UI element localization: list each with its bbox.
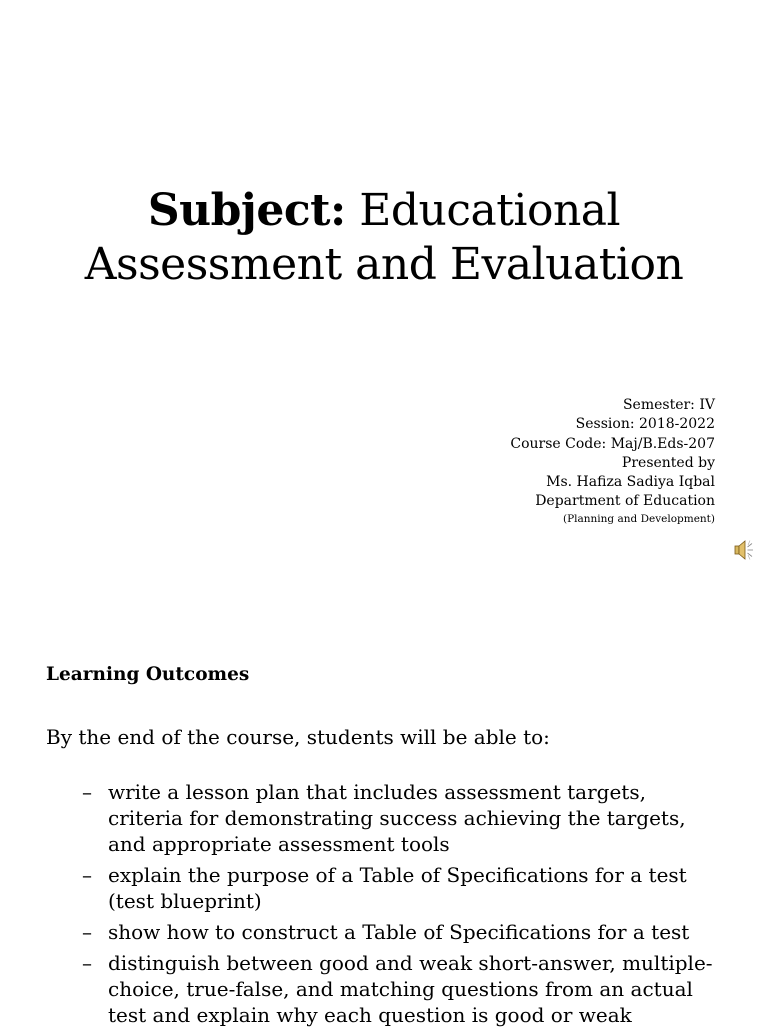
presented-by-text: Presented by	[621, 454, 715, 471]
list-item-text: explain the purpose of a Table of Specifications for a test (test blueprint)	[108, 863, 687, 913]
bullet-dash: –	[82, 780, 92, 804]
sub-department-text: (Planning and Development)	[563, 512, 715, 525]
speaker-icon[interactable]	[731, 537, 757, 563]
list-item-text: distinguish between good and weak short-answer, multiple-choice, true-false, and matching questions from an actual test and explain why each question is good or weak	[108, 951, 713, 1027]
course-code-text: Course Code: Maj/B.Eds-207	[510, 435, 715, 452]
list-item	[46, 779, 726, 857]
department-text: Department of Education	[535, 493, 715, 510]
slide-title	[0, 184, 768, 292]
course-info-block	[510, 396, 715, 526]
list-item	[46, 862, 726, 914]
learning-outcomes-heading: Learning Outcomes	[46, 664, 250, 685]
bullet-dash: –	[82, 863, 92, 887]
subject-name-line1: Educational	[359, 185, 621, 236]
presenter-name: Ms. Hafiza Sadiya Iqbal	[546, 474, 715, 491]
subject-name-line2: Assessment and Evaluation	[84, 239, 684, 290]
list-item-text: write a lesson plan that includes assessment targets, criteria for demonstrating success achieving the targets, and appropriate assessment tools	[108, 780, 686, 856]
session-text: Session: 2018-2022	[575, 416, 715, 433]
learning-outcomes-section	[46, 660, 726, 1033]
list-item	[46, 950, 726, 1028]
bullet-dash: –	[82, 920, 92, 944]
list-item	[46, 919, 726, 945]
semester-text: Semester: IV	[622, 397, 715, 413]
subject-label: Subject:	[147, 185, 346, 236]
learning-outcomes-intro: By the end of the course, students will be able to:	[46, 725, 550, 749]
bullet-dash: –	[82, 951, 92, 975]
list-item-text: show how to construct a Table of Specifications for a test	[108, 920, 690, 944]
learning-outcomes-list	[46, 779, 726, 1028]
